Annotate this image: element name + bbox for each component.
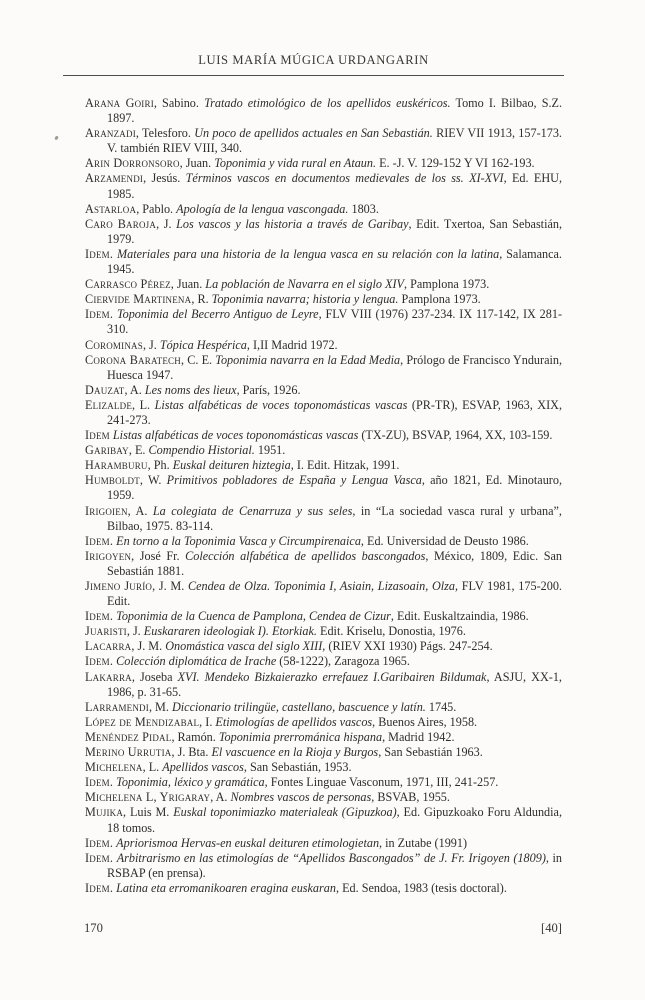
entry-segment-italic: Onomástica vasca del siglo XIII [165, 639, 323, 654]
entry-segment-italic: Colección diplomática de Irache [116, 654, 277, 669]
bibliography-entry [85, 217, 562, 247]
bibliography-entry [85, 670, 562, 700]
entry-segment-normal: 1803. [348, 201, 379, 216]
entry-segment-normal: , Pablo. [136, 201, 177, 216]
entry-segment-italic: Listas alfabéticas de voces toponomásticas vascas [109, 428, 359, 443]
entry-segment-smallcaps: Caro Baroja [85, 216, 157, 231]
bibliography-entry [85, 398, 562, 428]
entry-segment-italic: Latina eta erromanikoaren eragina euskaran [116, 880, 336, 895]
bibliography-entry [85, 126, 562, 156]
bibliography-entry [85, 307, 562, 337]
bibliography-entry [85, 156, 562, 171]
entry-segment-italic: Toponimia navarra en la Edad Media [215, 352, 401, 367]
entry-segment-normal: , A. [210, 790, 231, 805]
entry-segment-smallcaps: Idem [85, 428, 110, 443]
entry-segment-normal: , Ramón. [171, 729, 219, 744]
bibliography-entry [85, 171, 562, 201]
page-title: LUIS MARÍA MÚGICA URDANGARIN [198, 53, 429, 67]
bibliography-entry [85, 654, 562, 669]
bibliography-entry [85, 292, 562, 307]
entry-segment-normal: , L. [132, 397, 155, 412]
bibliography-entry [85, 790, 562, 805]
entry-segment-normal: , San Sebastián 1963. [378, 745, 483, 760]
entry-segment-italic: La colegiata de Cenarruza y sus seles [152, 503, 353, 518]
entry-segment-normal: , Juan. [170, 277, 206, 292]
entry-segment-smallcaps: Irigoyen [85, 548, 132, 563]
page-footer [84, 921, 562, 936]
entry-segment-normal: , Joseba [131, 669, 178, 684]
entry-segment-normal: , Salamanca. 1945. [107, 246, 562, 277]
entry-segment-normal: FLV 1981, 175-200. Edit. [107, 579, 562, 609]
entry-segment-smallcaps: Idem. [85, 880, 114, 895]
entry-segment-italic: Colección alfabética de apellidos bascongados [185, 548, 426, 563]
entry-segment-normal: , Ed. Universidad de Deusto 1986. [360, 533, 529, 548]
entry-segment-smallcaps: Juaristi [85, 624, 127, 639]
entry-segment-normal: (58-1222), Zaragoza 1965. [276, 654, 410, 669]
bibliography-entry [85, 700, 562, 715]
entry-segment-normal: , I. [199, 714, 216, 729]
bibliography-entry [85, 504, 562, 534]
entry-segment-smallcaps: Corominas [85, 337, 143, 352]
entry-segment-smallcaps: Lakarra [85, 669, 132, 684]
bibliography-entry [85, 881, 562, 896]
entry-segment-smallcaps: Elizalde [85, 397, 133, 412]
entry-segment-normal: , W. [139, 473, 167, 488]
entry-segment-italic: Toponimia y vida rural en Ataun. [214, 156, 377, 171]
entry-segment-italic: Arbitrarismo en las etimologías de “Apellidos Bascongados” de J. Fr. Irigoyen (1809) [116, 850, 546, 865]
entry-segment-normal: , Ed. Sendoa, 1983 (tesis doctoral). [335, 880, 507, 895]
bibliography-entry [85, 609, 562, 624]
bibliography-entry [85, 624, 562, 639]
entry-segment-normal: , Luis M. [123, 805, 174, 820]
entry-segment-smallcaps: Idem. [85, 533, 114, 548]
entry-segment-normal: , José Fr. [131, 548, 186, 563]
entry-segment-smallcaps: Arana Goiri [85, 96, 154, 110]
entry-segment-italic: Toponimia, léxico y gramática [116, 775, 265, 790]
entry-segment-smallcaps: Arzamendi [85, 171, 144, 186]
entry-segment-normal: Pamplona 1973. [398, 292, 481, 307]
entry-segment-italic: En torno a la Toponimia Vasca y Circumpirenaica [116, 533, 361, 548]
entry-segment-smallcaps: Humboldt [85, 473, 140, 488]
entry-segment-italic: Los vascos y las historia a través de Garibay [176, 216, 409, 231]
entry-segment-smallcaps: Larramendi [85, 699, 149, 714]
ink-speck [54, 136, 58, 141]
bibliography-list [85, 96, 562, 896]
entry-segment-italic: Primitivos pobladores de España y Lengua Vasca [166, 473, 422, 488]
bibliography-entry [85, 383, 562, 398]
entry-segment-italic: Apellidos vascos [162, 760, 244, 775]
entry-segment-italic: El vascuence en la Rioja y Burgos [211, 745, 379, 760]
entry-segment-smallcaps: Yrigaray [159, 790, 211, 805]
entry-segment-italic: Apriorismoa Hervas-en euskal deituren etimologietan [116, 835, 380, 850]
entry-segment-smallcaps: Idem. [85, 609, 114, 624]
entry-segment-smallcaps: Merino Urrutia [85, 745, 172, 760]
entry-segment-normal: , París, 1926. [236, 382, 301, 397]
entry-segment-smallcaps: Dauzat [85, 382, 125, 397]
entry-segment-normal: 1745. [425, 699, 457, 714]
entry-segment-italic: Les noms des lieux [144, 382, 237, 397]
entry-segment-normal: , Sabino. [153, 96, 205, 110]
entry-segment-normal: , A. [124, 382, 145, 397]
entry-segment-normal: , Madrid 1942. [382, 729, 455, 744]
entry-segment-normal: , L. [142, 760, 163, 775]
bibliography-entry [85, 745, 562, 760]
entry-segment-italic: XVI. Mendeko Bizkaierazko errefauez I.Garibairen Bildumak [177, 669, 487, 684]
entry-segment-normal: , año 1821, Ed. Minotauro, 1959. [107, 473, 562, 503]
entry-segment-smallcaps: Lacarra [85, 639, 132, 654]
bibliography-entry [85, 96, 562, 126]
entry-segment-smallcaps: Corona Baratech [85, 352, 181, 367]
entry-segment-normal: , México, 1809, Edic. San Sebastián 1881. [107, 548, 562, 578]
entry-segment-normal: , C. E. [180, 352, 216, 367]
entry-segment-normal: RIEV VII 1913, 157-173. V. también RIEV VIII, 340. [107, 126, 562, 156]
entry-segment-normal: , Edit. Txertoa, San Sebastián, 1979. [107, 216, 563, 246]
entry-segment-smallcaps: Michelena [85, 760, 143, 775]
entry-segment-smallcaps: Menéndez Pidal [85, 729, 172, 744]
entry-segment-italic: Diccionario trilingüe, castellano, bascuence y latín. [171, 699, 426, 714]
bibliography-entry [85, 715, 562, 730]
entry-segment-italic: Materiales para una historia de la lengua vasca en su relación con la latina [116, 246, 500, 261]
bibliography-entry [85, 760, 562, 775]
entry-segment-normal: , (RIEV XXI 1930) Págs. 247-254. [322, 639, 493, 654]
bibliography-entry [85, 473, 562, 503]
entry-segment-normal: , FLV VIII (1976) 237-234. IX 117-142, IX 281-310. [107, 307, 563, 337]
entry-segment-italic: Nombres vascos de personas [230, 790, 372, 805]
entry-segment-italic: Tópica Hespérica [159, 337, 247, 352]
entry-segment-italic: Toponimia del Becerro Antiguo de Leyre [116, 307, 319, 322]
entry-segment-normal: , Prólogo de Francisco Yndurain, Huesca 1947. [107, 352, 563, 382]
entry-segment-normal: , R. [191, 292, 212, 307]
entry-segment-normal: Edit. Kriselu, Donostia, 1976. [316, 624, 466, 639]
bibliography-entry [85, 730, 562, 745]
bibliography-entry [85, 353, 562, 383]
entry-segment-italic: Apología de la lengua vascongada. [176, 201, 349, 216]
bibliography-entry [85, 639, 562, 654]
entry-segment-normal: , J. M. [152, 579, 188, 593]
bibliography-entry [85, 443, 562, 458]
entry-segment-italic: Euskal deituren hiztegia [172, 458, 291, 473]
entry-segment-italic: Euskararen ideologiak I). Etorkiak. [143, 624, 317, 639]
entry-segment-normal: , Telesforo. [135, 126, 195, 141]
entry-segment-italic: Toponimia prerrománica hispana [218, 729, 383, 744]
bibliography-entry [85, 549, 562, 579]
entry-segment-normal: , J. Bta. [171, 745, 212, 760]
running-head [63, 53, 564, 68]
entry-segment-smallcaps: Idem. [85, 654, 114, 669]
bibliography-entry [85, 534, 562, 549]
header-rule [63, 75, 564, 76]
entry-segment-italic: La población de Navarra en el siglo XIV [205, 277, 404, 292]
bibliography-entry [85, 579, 562, 609]
entry-segment-smallcaps: Carrasco Pérez [85, 277, 171, 292]
entry-segment-normal: E. -J. V. 129-152 Y VI 162-193. [376, 156, 535, 171]
entry-segment-normal: , J. [126, 624, 144, 639]
entry-segment-italic: Un poco de apellidos actuales en San Sebastián. [194, 126, 433, 141]
entry-segment-normal: 1951. [254, 443, 286, 458]
bibliography-entry [85, 458, 562, 473]
entry-segment-smallcaps: Idem. [85, 246, 114, 261]
entry-segment-smallcaps: Jimeno Jurío [85, 579, 153, 593]
entry-segment-normal: (PR-TR), ESVAP, 1963, XIX, 241-273. [107, 397, 562, 427]
entry-segment-smallcaps: Idem. [85, 775, 114, 790]
entry-segment-normal: , in “La sociedad vasca rural y urbana”, Bilbao, 1975. 83-114. [107, 503, 562, 533]
entry-segment-italic: Compendio Historial. [148, 443, 255, 458]
entry-segment-normal: , Ph. [147, 458, 173, 473]
bracket-folio-number: [40] [541, 921, 562, 935]
bibliography-entry [85, 202, 562, 217]
entry-segment-normal: , San Sebastián, 1953. [243, 760, 352, 775]
entry-segment-smallcaps: Idem. [85, 850, 114, 865]
entry-segment-normal: , I. Edit. Hitzak, 1991. [290, 458, 400, 473]
bibliography-entry [85, 338, 562, 353]
entry-segment-normal: , in RSBAP (en prensa). [107, 850, 563, 880]
entry-segment-smallcaps: Mujika [85, 805, 124, 820]
entry-segment-italic: Toponimia navarra; historia y lengua. [211, 292, 399, 307]
entry-segment-smallcaps: Idem. [85, 307, 114, 322]
entry-segment-normal: , J. M. [131, 639, 166, 654]
entry-segment-normal: , I,II Madrid 1972. [246, 337, 338, 352]
entry-segment-normal: , [153, 790, 160, 805]
entry-segment-smallcaps: Aranzadi [85, 126, 136, 141]
entry-segment-smallcaps: Michelena L [85, 790, 154, 805]
entry-segment-normal: , Edit. Euskaltzaindia, 1986. [390, 609, 529, 624]
entry-segment-smallcaps: Irigoien [85, 503, 128, 518]
bibliography-entry [85, 836, 562, 851]
entry-segment-smallcaps: Ciervide Martinena [85, 292, 192, 307]
bibliography-entry [85, 247, 562, 277]
entry-segment-normal: , ASJU, XX-1, 1986, p. 31-65. [107, 669, 562, 699]
bibliography-entry [85, 277, 562, 292]
entry-segment-normal: , Juan. [179, 156, 215, 171]
bibliography-entry [85, 775, 562, 790]
entry-segment-normal: , M. [148, 699, 172, 714]
entry-segment-smallcaps: Garibay [85, 443, 129, 458]
entry-segment-italic: Etimologías de apellidos vascos [215, 714, 373, 729]
entry-segment-normal: , Ed. EHU, 1985. [107, 171, 563, 201]
entry-segment-normal: , BSVAB, 1955. [371, 790, 450, 805]
bibliography-entry [85, 851, 562, 881]
entry-segment-smallcaps: Haramburu [85, 458, 148, 473]
entry-segment-smallcaps: Astarloa [85, 201, 137, 216]
bibliography-entry [85, 805, 562, 835]
entry-segment-normal: , Jesús. [143, 171, 186, 186]
entry-segment-normal: Tomo I. Bilbao, S.Z. 1897. [107, 96, 563, 126]
entry-segment-smallcaps: López de Mendizabal [85, 714, 200, 729]
entry-segment-normal: , J. [142, 337, 160, 352]
entry-segment-normal: (TX-ZU), BSVAP, 1964, XX, 103-159. [358, 428, 553, 443]
entry-segment-italic: Cendea de Olza. Toponimia I, Asiain, Lizasoain, Olza, [187, 579, 459, 593]
entry-segment-normal: , J. [156, 216, 177, 231]
entry-segment-smallcaps: Arin Dorronsoro [85, 156, 180, 171]
entry-segment-italic: Términos vascos en documentos medievales de los ss. XI-XVI [185, 171, 504, 186]
entry-segment-italic: Tratado etimológico de los apellidos euskéricos. [204, 96, 451, 110]
entry-segment-normal: , A. [127, 503, 153, 518]
entry-segment-normal: , Pamplona 1973. [404, 277, 490, 292]
page-number: 170 [84, 921, 103, 935]
entry-segment-smallcaps: Idem. [85, 835, 114, 850]
entry-segment-normal: , Ed. Gipuzkoako Foru Aldundia, 18 tomos. [107, 805, 562, 835]
entry-segment-italic: Toponimia de la Cuenca de Pamplona, Cendea de Cizur [116, 609, 391, 624]
entry-segment-italic: Euskal toponimiazko materialeak (Gipuzkoa) [173, 805, 397, 820]
entry-segment-italic: Listas alfabéticas de voces toponomásticas vascas [154, 397, 408, 412]
entry-segment-normal: , Buenos Aires, 1958. [372, 714, 478, 729]
bibliography-entry [85, 428, 562, 443]
entry-segment-normal: , E. [128, 443, 149, 458]
entry-segment-normal: , Fontes Linguae Vasconum, 1971, III, 241-257. [264, 775, 499, 790]
entry-segment-normal: , in Zutabe (1991) [379, 835, 468, 850]
